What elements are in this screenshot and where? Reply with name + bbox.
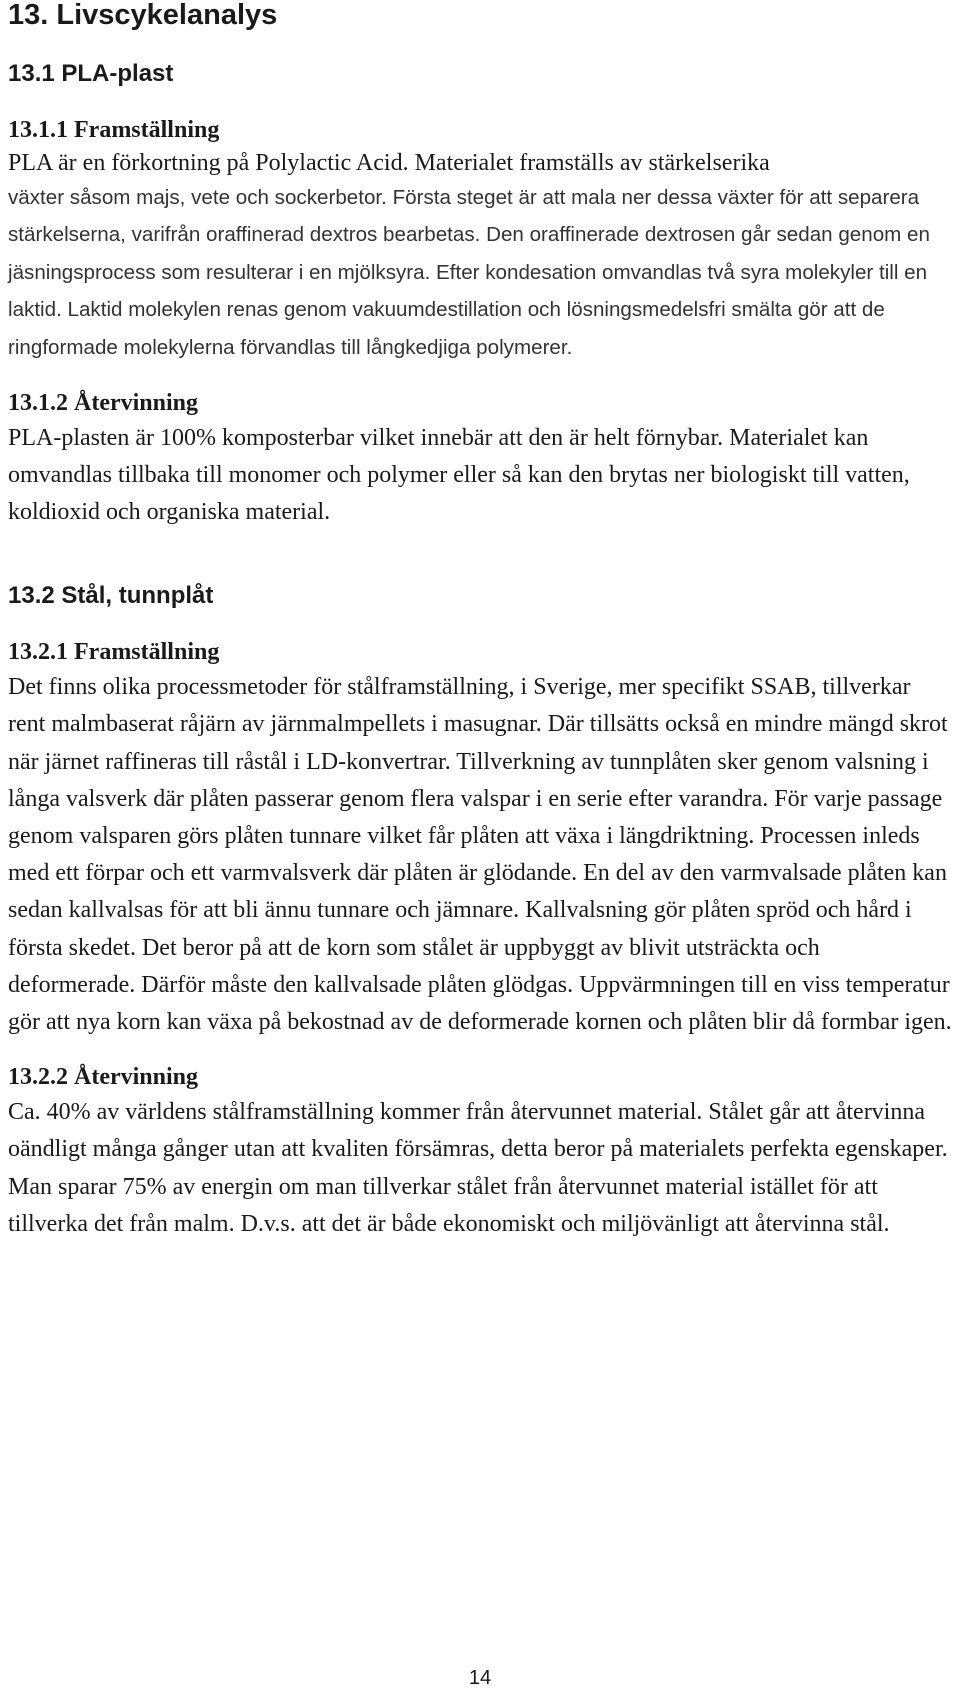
steel-production-body: Det finns olika processmetoder för stålframställning, i Sverige, mer specifikt SSAB, tillverkar rent malmbaserat råjärn av järnmalmpellets i masugnar. Där tillsätts också en mindre mängd skrot när järnet raffineras till råstål i LD-konvertrar. Tillverkning av tunnplåten sker genom valsning i långa valsverk där plåten passerar genom flera valspar i en serie efter varandra. För varje passage genom valsparen görs plåten tunnare vilket får plåten att växa i längdriktning. Processen inleds med ett förpar och ett varmvalsverk där plåten är glödande. En del av den varmvalsade plåten kan sedan kallvalsas för att bli ännu tunnare och jämnare. Kallvalsning gör plåten spröd och hård i första skedet. Det beror på att de korn som stålet är uppbyggt av blivit utsträckta och deformerade. Därför måste den kallvalsade plåten glödgas. Uppvärmningen till en viss temperatur gör att nya korn kan växa på bekostnad av de deformerade kornen och plåten blir då formbar igen. bbox=[8, 674, 952, 1035]
subsection-title-pla-production: 13.1.1 Framställning bbox=[8, 117, 220, 143]
subsection-title-steel-production: 13.2.1 Framställning bbox=[8, 639, 220, 666]
pla-production-intro: PLA är en förkortning på Polylactic Acid. Materialet framställs av stärkelserika bbox=[8, 150, 770, 176]
page-number: 14 bbox=[468, 1667, 492, 1689]
subsection-title-pla-recycling: 13.1.2 Återvinning bbox=[8, 389, 199, 416]
section-title-pla: 13.1 PLA-plast bbox=[8, 60, 174, 87]
pla-recycling-body: PLA-plasten är 100% komposterbar vilket innebär att den är helt förnybar. Materialet kan omvandlas tillbaka till monomer och polymer eller så kan den brytas ner biologiskt till vatten, koldioxid och organiska material. bbox=[8, 424, 910, 525]
steel-recycling-body: Ca. 40% av världens stålframställning kommer från återvunnet material. Stålet går att återvinna oändligt många gånger utan att kvaliten försämras, detta beror på materialets perfekta egenskaper. Man sparar 75% av energin om man tillverkar stålet från återvunnet material istället för att tillverka det från malm. D.v.s. att det är både ekonomiskt och miljövänligt att återvinna stål. bbox=[8, 1099, 948, 1237]
section-title-steel: 13.2 Stål, tunnplåt bbox=[8, 582, 214, 610]
subsection-title-steel-recycling: 13.2.2 Återvinning bbox=[8, 1064, 199, 1091]
document-page bbox=[8, 0, 953, 1243]
chapter-title: 13. Livscykelanalys bbox=[8, 0, 278, 31]
pla-production-body: växter såsom majs, vete och sockerbetor. Första steget är att mala ner dessa växter för att separera stärkelserna, varifrån oraffinerad dextros bearbetas. Den oraffinerade dextrosen går sedan genom en jäsningsprocess som resulterar i en mjölksyra. Efter kondesation omvandlas två syra molekyler till en laktid. Laktid molekylen renas genom vakuumdestillation och lösningsmedelsfri smälta gör att de ringformade molekylerna förvandlas till långkedjiga polymerer. bbox=[8, 185, 930, 359]
